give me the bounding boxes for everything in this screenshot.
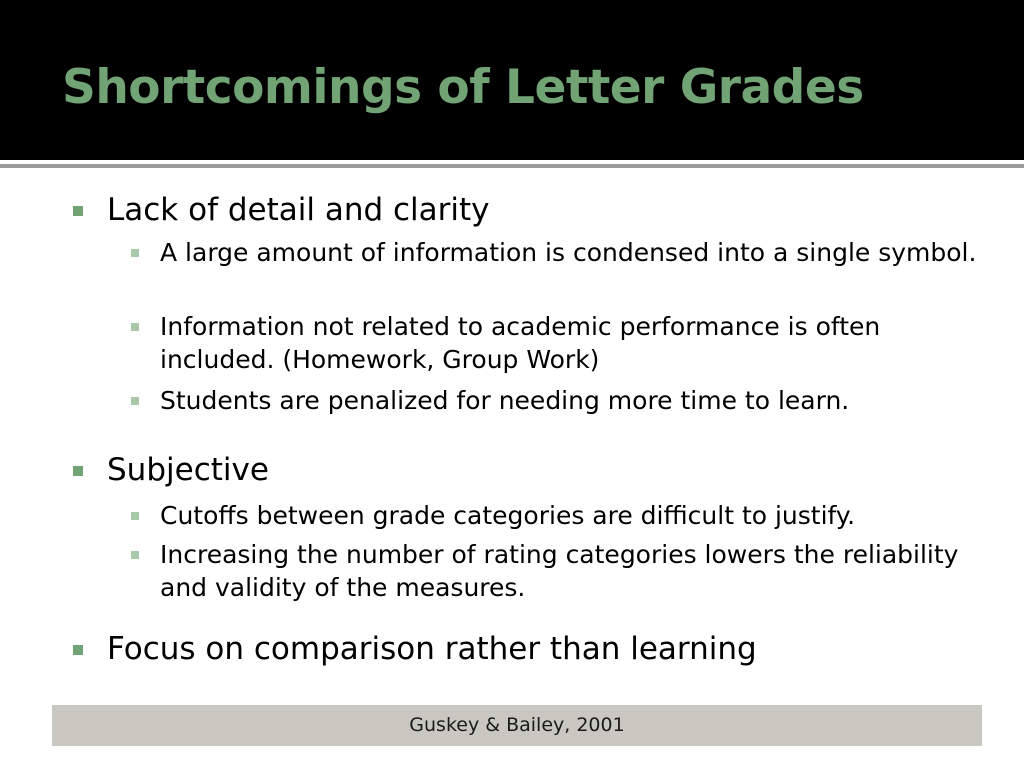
slide-title: Shortcomings of Letter Grades <box>62 60 864 115</box>
bullet-lack-of-detail: Lack of detail and clarity <box>107 192 490 228</box>
sub-bullet-cutoffs: Cutoffs between grade categories are difficult to justify. <box>160 501 856 530</box>
square-bullet-icon <box>131 512 139 520</box>
square-bullet-icon <box>131 551 139 559</box>
citation-bar <box>52 705 982 746</box>
slide-content <box>0 168 1024 768</box>
square-bullet-icon <box>73 206 83 216</box>
bullet-focus-comparison: Focus on comparison rather than learning <box>107 631 757 667</box>
citation: Guskey & Bailey, 2001 <box>409 714 625 736</box>
square-bullet-icon <box>131 249 139 257</box>
square-bullet-icon <box>131 397 139 405</box>
sub-bullet-condensed-symbol: A large amount of information is condensed into a single symbol. <box>160 238 977 267</box>
square-bullet-icon <box>73 645 83 655</box>
square-bullet-icon <box>73 466 83 476</box>
sub-bullet-penalized-time: Students are penalized for needing more time to learn. <box>160 386 850 415</box>
title-band <box>0 0 1024 160</box>
sub-bullet-non-academic-info: Information not related to academic performance is often included. (Homework, Group Work) <box>160 312 881 374</box>
bullet-subjective: Subjective <box>107 452 269 488</box>
sub-bullet-rating-categories: Increasing the number of rating categories lowers the reliability and validity of the measures. <box>160 540 959 602</box>
square-bullet-icon <box>131 323 139 331</box>
